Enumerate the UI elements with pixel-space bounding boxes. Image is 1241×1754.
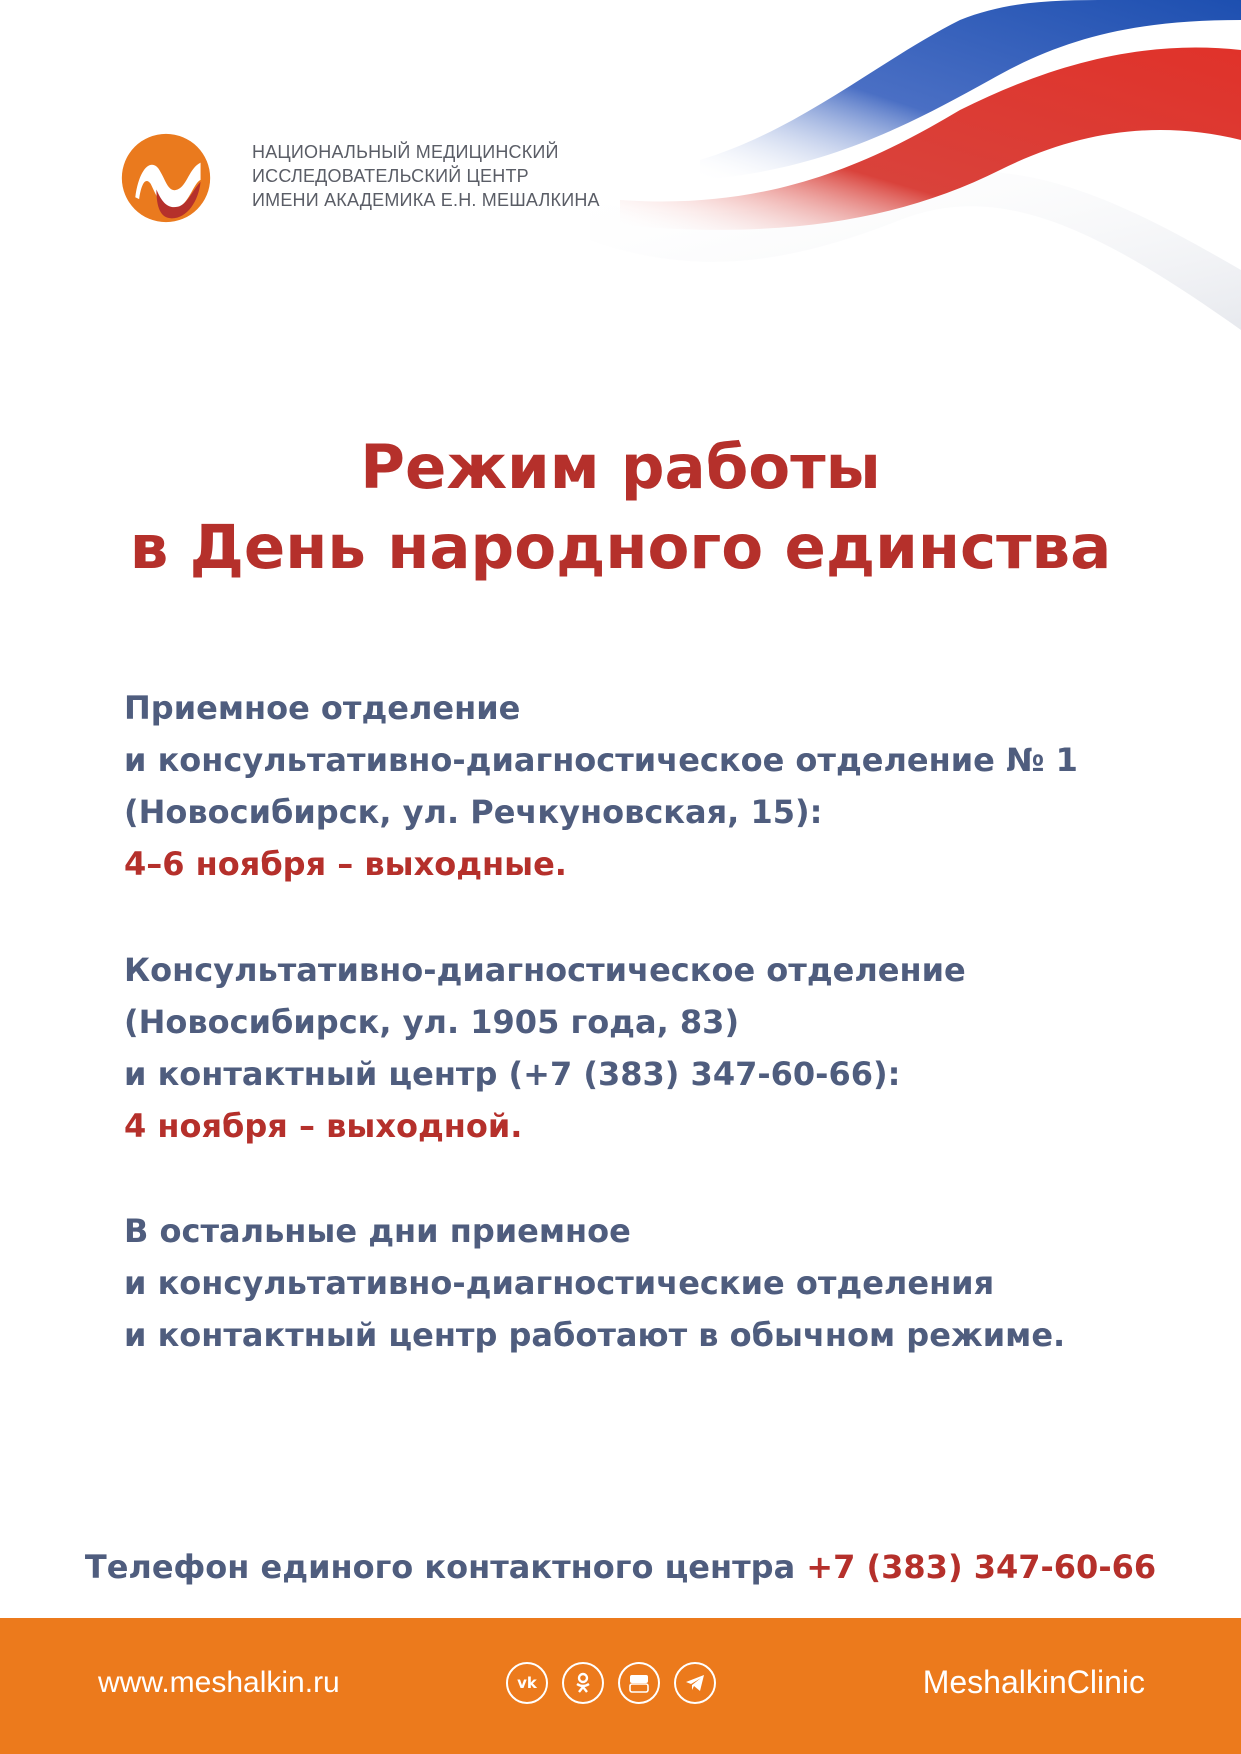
schedule-highlight: 4 ноября – выходной.: [124, 1107, 523, 1145]
schedule-highlight: 4–6 ноября – выходные.: [124, 845, 567, 883]
website-link[interactable]: www.meshalkin.ru: [98, 1666, 340, 1699]
block-line: (Новосибирск, ул. Речкуновская, 15):: [124, 793, 823, 831]
page-title-line-1: Режим работы: [360, 432, 881, 503]
social-icons: [506, 1662, 716, 1704]
logo-icon: [118, 130, 214, 226]
page-title-line-2: в День народного единства: [129, 512, 1112, 583]
contact-center-line: [0, 1548, 1241, 1586]
block-line: и консультативно-диагностические отделения: [124, 1264, 995, 1302]
page-title: [0, 428, 1241, 588]
vk-icon[interactable]: vk: [506, 1662, 548, 1704]
brand-handle[interactable]: MeshalkinClinic: [922, 1664, 1145, 1700]
contact-center-phone[interactable]: +7 (383) 347-60-66: [806, 1548, 1157, 1586]
organization-name-line-1: НАЦИОНАЛЬНЫЙ МЕДИЦИНСКИЙ: [252, 142, 559, 162]
schedule-block-consultation: [124, 944, 966, 1152]
block-line: В остальные дни приемное: [124, 1212, 631, 1250]
youtube-icon[interactable]: [618, 1662, 660, 1704]
footer-bar: [0, 1618, 1241, 1754]
block-line: (Новосибирск, ул. 1905 года, 83): [124, 1003, 740, 1041]
block-line: и консультативно-диагностическое отделение № 1: [124, 741, 1078, 779]
block-line: Консультативно-диагностическое отделение: [124, 951, 966, 989]
block-line: и контактный центр (+7 (383) 347-60-66):: [124, 1055, 901, 1093]
telegram-icon[interactable]: [674, 1662, 716, 1704]
organization-name: [252, 140, 600, 212]
block-line: Приемное отделение: [124, 689, 521, 727]
organization-name-line-2: ИССЛЕДОВАТЕЛЬСКИЙ ЦЕНТР: [252, 166, 529, 186]
odnoklassniki-icon[interactable]: [562, 1662, 604, 1704]
schedule-block-admission: [124, 682, 1078, 890]
schedule-block-regular-days: [124, 1205, 1065, 1361]
organization-name-line-3: ИМЕНИ АКАДЕМИКА Е.Н. МЕШАЛКИНА: [252, 190, 600, 210]
contact-center-label: Телефон единого контактного центра: [84, 1548, 796, 1586]
block-line: и контактный центр работают в обычном режиме.: [124, 1316, 1066, 1354]
